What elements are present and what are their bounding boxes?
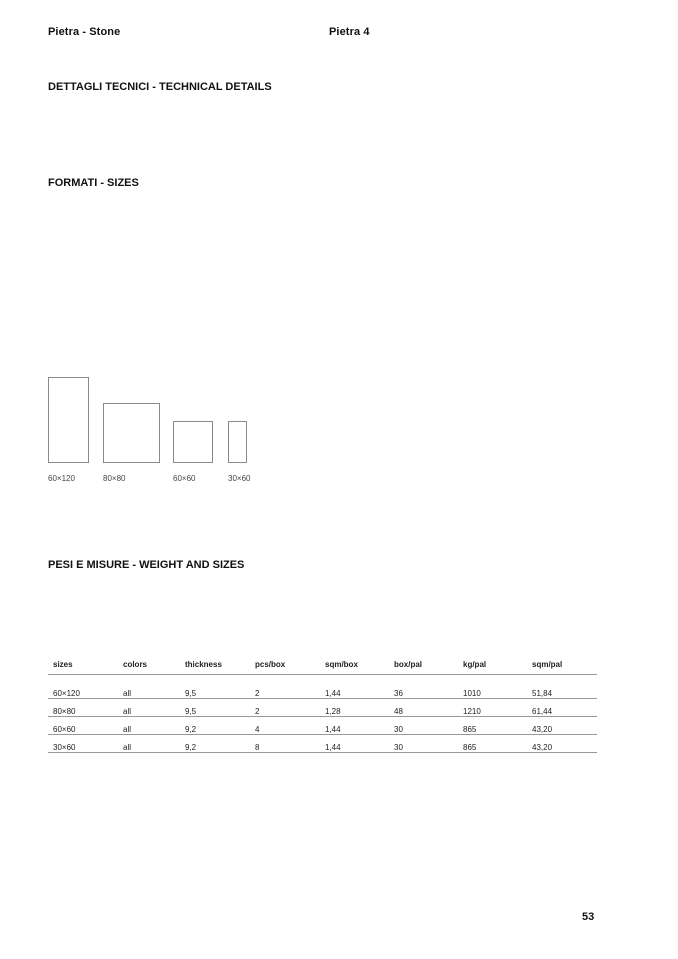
table-cell: all	[118, 717, 180, 735]
table-cell: 43,20	[527, 735, 597, 753]
table-cell: 30×60	[48, 735, 118, 753]
table-cell: 9,2	[180, 735, 250, 753]
table-cell: 1,44	[320, 735, 389, 753]
table-cell: 2	[250, 699, 320, 717]
column-header: box/pal	[389, 654, 458, 675]
format-label: 60×120	[48, 474, 75, 483]
column-header: pcs/box	[250, 654, 320, 675]
product-title: Pietra 4	[329, 26, 370, 38]
table-cell: 9,5	[180, 675, 250, 699]
tile-80x80	[103, 403, 160, 463]
table-cell: 1,44	[320, 717, 389, 735]
table-cell: 9,5	[180, 699, 250, 717]
section-technical-details: DETTAGLI TECNICI - TECHNICAL DETAILS	[48, 81, 272, 93]
table-cell: 8	[250, 735, 320, 753]
table-cell: 43,20	[527, 717, 597, 735]
table-cell: 865	[458, 735, 527, 753]
table-cell: 48	[389, 699, 458, 717]
table-cell: 4	[250, 717, 320, 735]
tile-30x60	[228, 421, 247, 463]
table-cell: 60×60	[48, 717, 118, 735]
table-cell: 61,44	[527, 699, 597, 717]
column-header: thickness	[180, 654, 250, 675]
table-cell: 1,28	[320, 699, 389, 717]
table-cell: 36	[389, 675, 458, 699]
table-row	[48, 735, 597, 753]
section-formats: FORMATI - SIZES	[48, 177, 139, 189]
collection-title: Pietra - Stone	[48, 26, 121, 38]
table-cell: 9,2	[180, 717, 250, 735]
format-label: 30×60	[228, 474, 251, 483]
table-cell: 865	[458, 717, 527, 735]
tile-60x60	[173, 421, 213, 463]
table-cell: 1210	[458, 699, 527, 717]
table-row	[48, 699, 597, 717]
table-cell: 1010	[458, 675, 527, 699]
column-header: kg/pal	[458, 654, 527, 675]
table-cell: 30	[389, 735, 458, 753]
table-cell: 80×80	[48, 699, 118, 717]
table-cell: 2	[250, 675, 320, 699]
table-row	[48, 717, 597, 735]
table-cell: all	[118, 675, 180, 699]
page-number: 53	[582, 911, 595, 923]
column-header: sqm/pal	[527, 654, 597, 675]
format-label: 80×80	[103, 474, 126, 483]
table-header-row	[48, 654, 597, 675]
section-weights: PESI E MISURE - WEIGHT AND SIZES	[48, 559, 245, 571]
column-header: colors	[118, 654, 180, 675]
table-cell: 30	[389, 717, 458, 735]
table-cell: all	[118, 699, 180, 717]
table-cell: 1,44	[320, 675, 389, 699]
table-cell: 51,84	[527, 675, 597, 699]
column-header: sizes	[48, 654, 118, 675]
column-header: sqm/box	[320, 654, 389, 675]
format-label: 60×60	[173, 474, 196, 483]
table-row	[48, 675, 597, 699]
tile-60x120	[48, 377, 89, 463]
weights-table	[48, 654, 597, 753]
table-cell: all	[118, 735, 180, 753]
table-cell: 60×120	[48, 675, 118, 699]
